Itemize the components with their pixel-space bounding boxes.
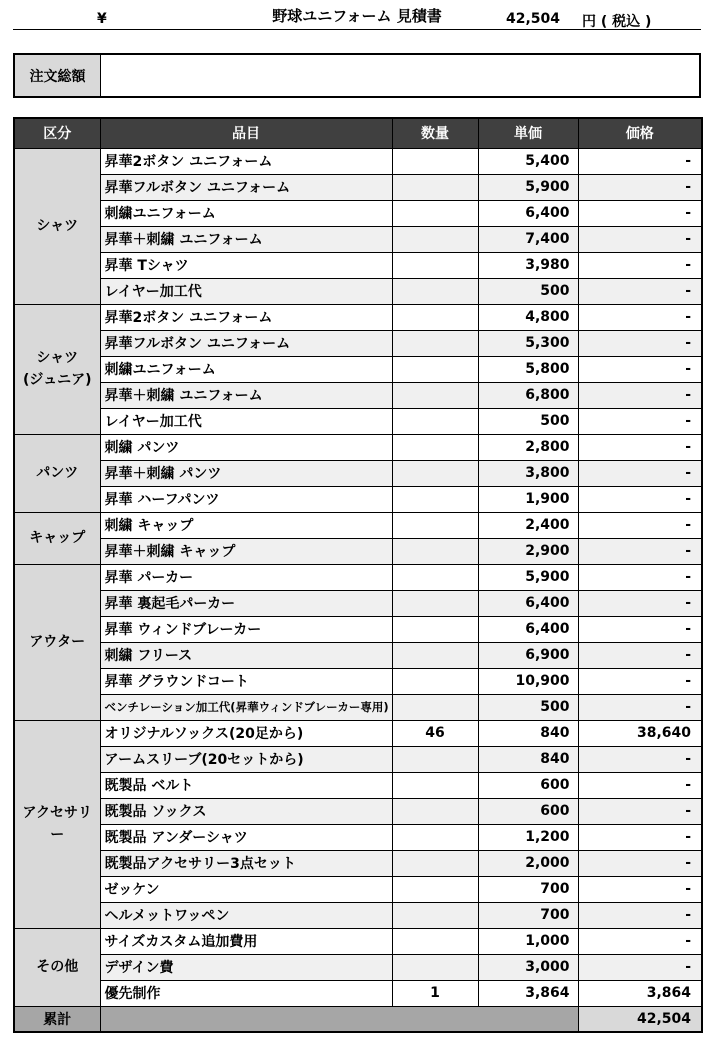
item-cell: 刺繍 パンツ — [100, 434, 392, 460]
price-cell: - — [578, 512, 702, 538]
quantity-cell[interactable] — [392, 174, 478, 200]
table-row — [14, 694, 702, 720]
item-cell: ゼッケン — [100, 876, 392, 902]
quantity-cell[interactable] — [392, 460, 478, 486]
sum-value: 42,504 — [578, 1006, 702, 1032]
quantity-cell[interactable] — [392, 928, 478, 954]
price-cell: - — [578, 616, 702, 642]
item-cell: 昇華＋刺繍 ユニフォーム — [100, 226, 392, 252]
price-cell: - — [578, 382, 702, 408]
header-price: 価格 — [578, 118, 702, 148]
item-cell: 昇華フルボタン ユニフォーム — [100, 174, 392, 200]
item-cell: 昇華＋刺繍 パンツ — [100, 460, 392, 486]
total-label: 注文総額 — [15, 55, 101, 96]
unit-price-cell: 6,400 — [478, 590, 578, 616]
price-cell: - — [578, 668, 702, 694]
unit-price-cell: 1,000 — [478, 928, 578, 954]
table-row — [14, 486, 702, 512]
unit-price-cell: 840 — [478, 720, 578, 746]
table-row — [14, 746, 702, 772]
item-cell: 既製品アクセサリー3点セット — [100, 850, 392, 876]
price-cell: - — [578, 174, 702, 200]
price-cell: - — [578, 694, 702, 720]
table-row — [14, 824, 702, 850]
quantity-cell[interactable] — [392, 694, 478, 720]
quantity-cell[interactable] — [392, 304, 478, 330]
unit-price-cell: 1,900 — [478, 486, 578, 512]
sum-row — [14, 1006, 702, 1032]
item-cell: 昇華 裏起毛パーカー — [100, 590, 392, 616]
header-quantity: 数量 — [392, 118, 478, 148]
table-row — [14, 200, 702, 226]
price-cell: - — [578, 538, 702, 564]
price-cell: - — [578, 200, 702, 226]
category-cell: その他 — [14, 928, 100, 1006]
quantity-cell[interactable] — [392, 772, 478, 798]
unit-price-cell: 500 — [478, 694, 578, 720]
price-cell: - — [578, 278, 702, 304]
price-cell: 38,640 — [578, 720, 702, 746]
item-cell: レイヤー加工代 — [100, 278, 392, 304]
price-cell: - — [578, 486, 702, 512]
unit-price-cell: 2,800 — [478, 434, 578, 460]
price-cell: - — [578, 148, 702, 174]
quantity-cell[interactable] — [392, 954, 478, 980]
item-cell: 既製品 アンダーシャツ — [100, 824, 392, 850]
table-row — [14, 512, 702, 538]
item-cell: 昇華 ハーフパンツ — [100, 486, 392, 512]
unit-price-cell: 5,900 — [478, 174, 578, 200]
item-cell: 昇華＋刺繍 キャップ — [100, 538, 392, 564]
quantity-cell[interactable] — [392, 148, 478, 174]
item-cell: 既製品 ソックス — [100, 798, 392, 824]
table-row — [14, 408, 702, 434]
price-cell: - — [578, 954, 702, 980]
header-unit-price: 単価 — [478, 118, 578, 148]
table-row — [14, 616, 702, 642]
item-cell: アームスリーブ(20セットから) — [100, 746, 392, 772]
price-cell: - — [578, 876, 702, 902]
unit-price-cell: 2,000 — [478, 850, 578, 876]
header-category: 区分 — [14, 118, 100, 148]
table-row — [14, 954, 702, 980]
price-cell: - — [578, 304, 702, 330]
unit-price-cell: 6,400 — [478, 200, 578, 226]
table-row — [14, 564, 702, 590]
table-header-row — [14, 118, 702, 148]
table-row — [14, 148, 702, 174]
unit-price-cell: 10,900 — [478, 668, 578, 694]
table-row — [14, 304, 702, 330]
table-row — [14, 330, 702, 356]
item-cell: オリジナルソックス(20足から) — [100, 720, 392, 746]
item-cell: 優先制作 — [100, 980, 392, 1006]
table-body — [14, 148, 702, 1006]
table-row — [14, 642, 702, 668]
item-cell: 昇華＋刺繍 ユニフォーム — [100, 382, 392, 408]
unit-price-cell: 6,400 — [478, 616, 578, 642]
unit-price-cell: 840 — [478, 746, 578, 772]
table-row — [14, 538, 702, 564]
price-cell: - — [578, 408, 702, 434]
table-row — [14, 798, 702, 824]
table-row — [14, 252, 702, 278]
quantity-cell[interactable] — [392, 278, 478, 304]
page-title: 野球ユニフォーム 見積書 — [272, 7, 442, 25]
price-cell: - — [578, 590, 702, 616]
quantity-cell[interactable] — [392, 486, 478, 512]
quantity-cell[interactable] — [392, 824, 478, 850]
quantity-cell[interactable] — [392, 642, 478, 668]
quantity-cell[interactable] — [392, 252, 478, 278]
item-cell: 昇華 ウィンドブレーカー — [100, 616, 392, 642]
item-cell: 刺繍ユニフォーム — [100, 356, 392, 382]
quantity-cell[interactable] — [392, 356, 478, 382]
total-box — [13, 53, 701, 98]
category-cell: アクセサリー — [14, 720, 100, 928]
item-cell: 既製品 ベルト — [100, 772, 392, 798]
table-row — [14, 434, 702, 460]
unit-price-cell: 3,980 — [478, 252, 578, 278]
price-cell: - — [578, 330, 702, 356]
table-row — [14, 226, 702, 252]
price-cell: - — [578, 356, 702, 382]
quantity-cell[interactable] — [392, 200, 478, 226]
quantity-cell[interactable] — [392, 564, 478, 590]
sum-spacer — [100, 1006, 578, 1032]
unit-price-cell: 5,400 — [478, 148, 578, 174]
item-cell: 昇華 グラウンドコート — [100, 668, 392, 694]
table-row — [14, 278, 702, 304]
price-cell: - — [578, 226, 702, 252]
table-row — [14, 980, 702, 1006]
unit-price-cell: 3,000 — [478, 954, 578, 980]
table-row — [14, 902, 702, 928]
unit-price-cell: 700 — [478, 902, 578, 928]
unit-price-cell: 1,200 — [478, 824, 578, 850]
price-cell: - — [578, 928, 702, 954]
unit-price-cell: 3,864 — [478, 980, 578, 1006]
table-row — [14, 772, 702, 798]
total-amount: 42,504 — [506, 11, 561, 27]
table-row — [14, 590, 702, 616]
item-cell: 刺繍 キャップ — [100, 512, 392, 538]
header-item: 品目 — [100, 118, 392, 148]
quantity-cell[interactable] — [392, 850, 478, 876]
quantity-cell[interactable] — [392, 902, 478, 928]
item-cell: ベンチレーション加工代(昇華ウィンドブレーカー専用) — [100, 694, 392, 720]
item-cell: 昇華 パーカー — [100, 564, 392, 590]
table-row — [14, 382, 702, 408]
item-cell: 昇華フルボタン ユニフォーム — [100, 330, 392, 356]
estimate-table — [13, 117, 703, 1033]
quantity-cell[interactable] — [392, 226, 478, 252]
table-row — [14, 876, 702, 902]
table-row — [14, 668, 702, 694]
quantity-cell[interactable] — [392, 746, 478, 772]
item-cell: 昇華2ボタン ユニフォーム — [100, 148, 392, 174]
sum-label: 累計 — [14, 1006, 100, 1032]
unit-price-cell: 7,400 — [478, 226, 578, 252]
quantity-cell[interactable] — [392, 330, 478, 356]
category-cell: アウター — [14, 564, 100, 720]
quantity-cell[interactable] — [392, 408, 478, 434]
quantity-cell[interactable] — [392, 668, 478, 694]
table-row — [14, 460, 702, 486]
category-cell: パンツ — [14, 434, 100, 512]
category-cell: キャップ — [14, 512, 100, 564]
item-cell: サイズカスタム追加費用 — [100, 928, 392, 954]
table-row — [14, 928, 702, 954]
unit-price-cell: 4,800 — [478, 304, 578, 330]
item-cell: ヘルメットワッペン — [100, 902, 392, 928]
price-cell: - — [578, 460, 702, 486]
table-row — [14, 850, 702, 876]
item-cell: デザイン費 — [100, 954, 392, 980]
quantity-cell[interactable] — [392, 512, 478, 538]
unit-price-cell: 2,400 — [478, 512, 578, 538]
quantity-cell[interactable] — [392, 590, 478, 616]
unit-price-cell: 600 — [478, 772, 578, 798]
table-row — [14, 356, 702, 382]
unit-price-cell: 600 — [478, 798, 578, 824]
unit-price-cell: 700 — [478, 876, 578, 902]
unit-price-cell: 6,900 — [478, 642, 578, 668]
item-cell: 刺繍 フリース — [100, 642, 392, 668]
unit-price-cell: 5,300 — [478, 330, 578, 356]
price-cell: - — [578, 746, 702, 772]
item-cell: 刺繍ユニフォーム — [100, 200, 392, 226]
quantity-cell[interactable] — [392, 382, 478, 408]
price-cell: - — [578, 642, 702, 668]
unit-price-cell: 2,900 — [478, 538, 578, 564]
unit-price-cell: 6,800 — [478, 382, 578, 408]
quantity-cell[interactable] — [392, 876, 478, 902]
unit-price-cell: 3,800 — [478, 460, 578, 486]
total-yen-symbol: ¥ — [97, 11, 107, 27]
item-cell: 昇華 Tシャツ — [100, 252, 392, 278]
price-cell: - — [578, 772, 702, 798]
table-row — [14, 174, 702, 200]
price-cell: - — [578, 850, 702, 876]
price-cell: - — [578, 902, 702, 928]
price-cell: - — [578, 564, 702, 590]
price-cell: - — [578, 434, 702, 460]
price-cell: 3,864 — [578, 980, 702, 1006]
unit-price-cell: 5,800 — [478, 356, 578, 382]
quantity-cell[interactable] — [392, 616, 478, 642]
price-cell: - — [578, 252, 702, 278]
item-cell: 昇華2ボタン ユニフォーム — [100, 304, 392, 330]
quantity-cell[interactable]: 1 — [392, 980, 478, 1006]
quantity-cell[interactable] — [392, 798, 478, 824]
quantity-cell[interactable]: 46 — [392, 720, 478, 746]
quantity-cell[interactable] — [392, 434, 478, 460]
quantity-cell[interactable] — [392, 538, 478, 564]
price-cell: - — [578, 824, 702, 850]
unit-price-cell: 500 — [478, 278, 578, 304]
category-cell: シャツ — [14, 148, 100, 304]
unit-price-cell: 5,900 — [478, 564, 578, 590]
unit-price-cell: 500 — [478, 408, 578, 434]
price-cell: - — [578, 798, 702, 824]
item-cell: レイヤー加工代 — [100, 408, 392, 434]
total-suffix: 円 ( 税込 ) — [582, 14, 652, 30]
table-row — [14, 720, 702, 746]
category-cell: シャツ (ジュニア) — [14, 304, 100, 434]
